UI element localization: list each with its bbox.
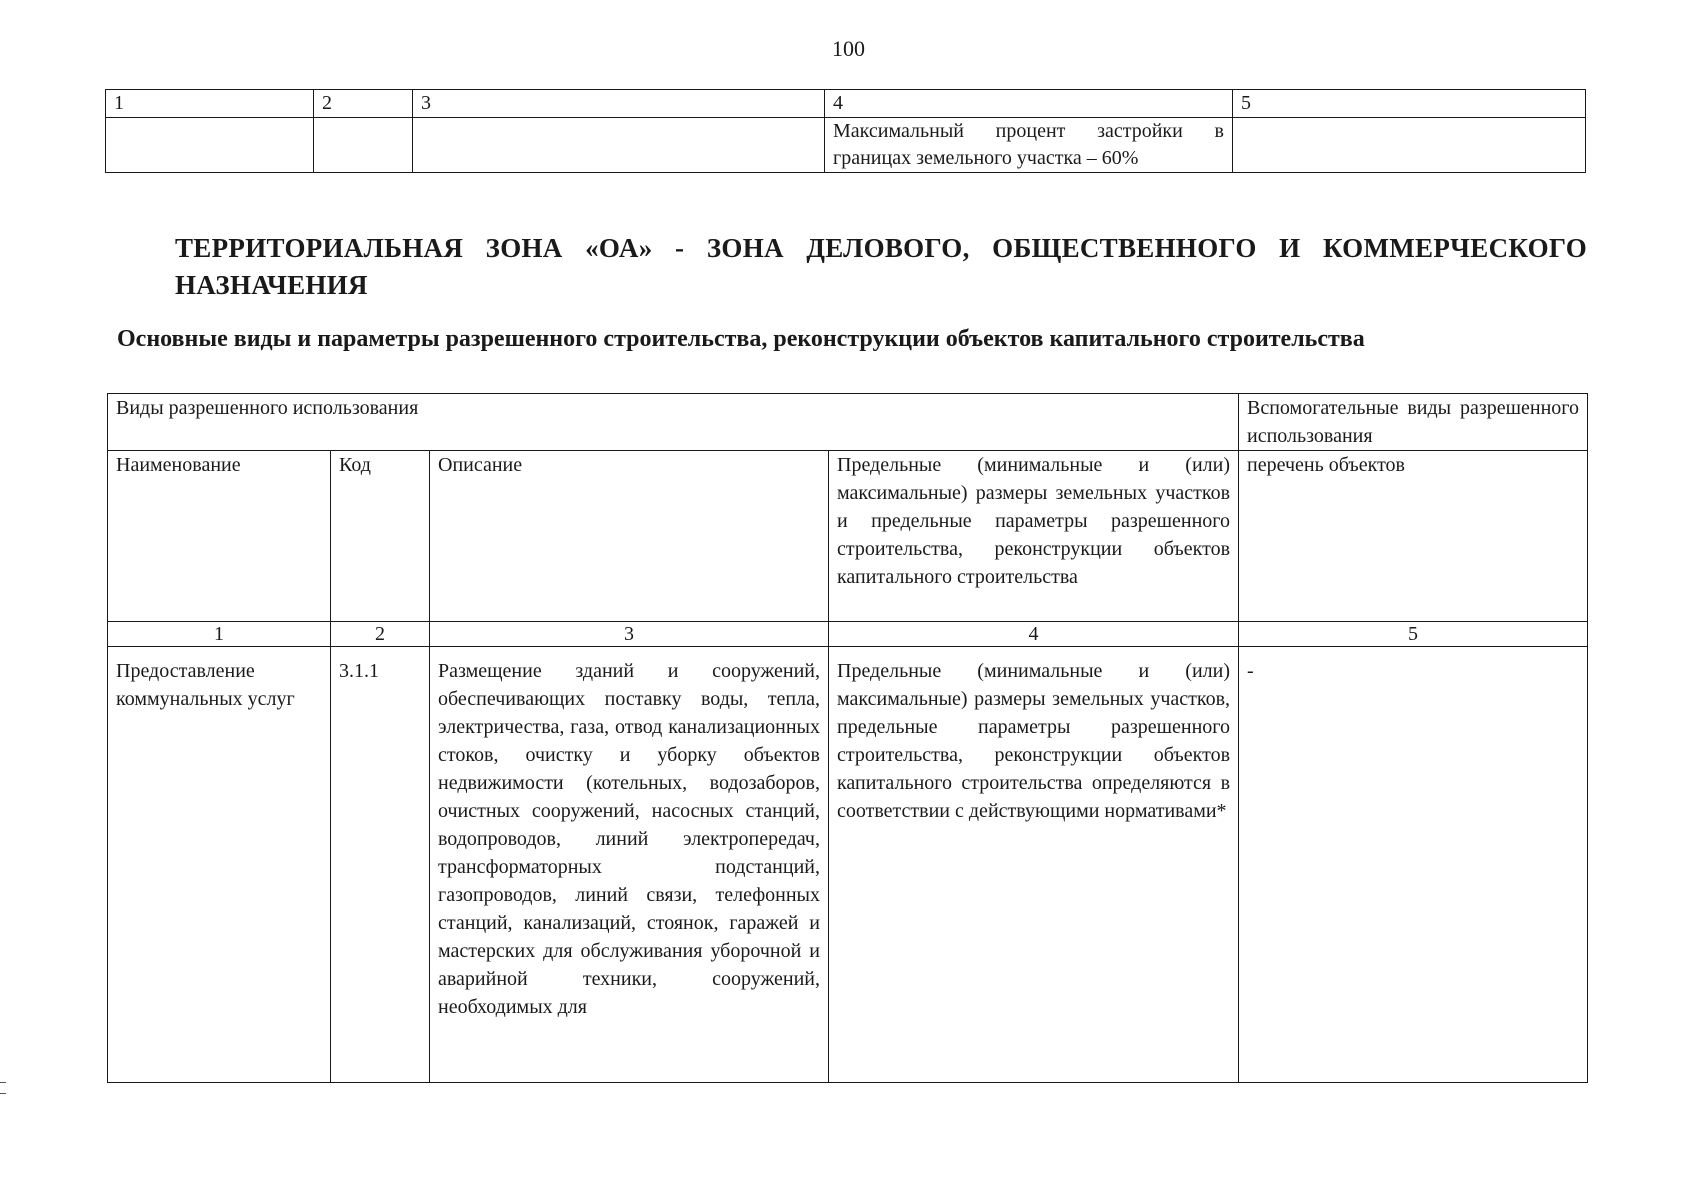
row-name: Предоставление коммунальных услуг <box>108 647 331 1083</box>
row-code: 3.1.1 <box>331 647 430 1083</box>
column-number: 3 <box>413 90 825 118</box>
group-header: Виды разрешенного использования <box>108 394 1239 451</box>
main-table <box>107 393 1588 1083</box>
continuation-table <box>105 89 1586 173</box>
column-number: 5 <box>1239 622 1588 647</box>
table-cell <box>413 118 825 173</box>
table-cell: Максимальный процент застройки в границах земельного участка – 60% <box>825 118 1233 173</box>
row-description: Размещение зданий и сооружений, обеспечивающих поставку воды, тепла, электричества, газа, отвод канализационных стоков, очистку и уборку объектов недвижимости (котельных, водозаборов, очистных сооружений, насосных станций, водопроводов, линий электропередач, трансформаторных подстанций, газопроводов, линий связи, телефонных станций, канализаций, стоянок, гаражей и мастерских для обслуживания уборочной и аварийной техники, сооружений, необходимых для <box>430 647 829 1083</box>
column-header-code: Код <box>331 451 430 622</box>
column-number: 4 <box>825 90 1233 118</box>
column-number: 1 <box>108 622 331 647</box>
table-row <box>108 647 1588 1083</box>
column-header-name: Наименование <box>108 451 331 622</box>
row-aux: - <box>1239 647 1588 1083</box>
column-number: 1 <box>106 90 314 118</box>
table-cell <box>314 118 413 173</box>
row-limits: Предельные (минимальные и (или) максимальные) размеры земельных участков, предельные параметры разрешенного строительства, реконструкции объектов капитального строительства определяются в соответствии с действующими нормативами* <box>829 647 1239 1083</box>
table-header-row <box>106 90 1586 118</box>
column-header-description: Описание <box>430 451 829 622</box>
column-header-limits: Предельные (минимальные и (или) максимальные) размеры земельных участков и предельные параметры разрешенного строительства, реконструкции объектов капитального строительства <box>829 451 1239 622</box>
scan-margin-mark <box>0 1082 6 1094</box>
table-cell <box>1233 118 1586 173</box>
table-cell <box>106 118 314 173</box>
section-title: Основные виды и параметры разрешенного строительства, реконструкции объектов капитального строительства <box>117 326 1365 352</box>
aux-header: Вспомогательные виды разрешенного использования <box>1239 394 1588 451</box>
column-number: 2 <box>314 90 413 118</box>
column-header-aux-list: перечень объектов <box>1239 451 1588 622</box>
page-number: 100 <box>832 36 865 61</box>
table-column-header-row <box>108 451 1588 622</box>
column-number: 2 <box>331 622 430 647</box>
zone-title: ТЕРРИТОРИАЛЬНАЯ ЗОНА «ОА» - ЗОНА ДЕЛОВОГО, ОБЩЕСТВЕННОГО И КОММЕРЧЕСКОГО НАЗНАЧЕНИЯ <box>175 233 1587 300</box>
table-group-header-row <box>108 394 1588 451</box>
table-row <box>106 118 1586 173</box>
column-number: 3 <box>430 622 829 647</box>
numbering-row <box>108 622 1588 647</box>
column-number: 5 <box>1233 90 1586 118</box>
column-number: 4 <box>829 622 1239 647</box>
